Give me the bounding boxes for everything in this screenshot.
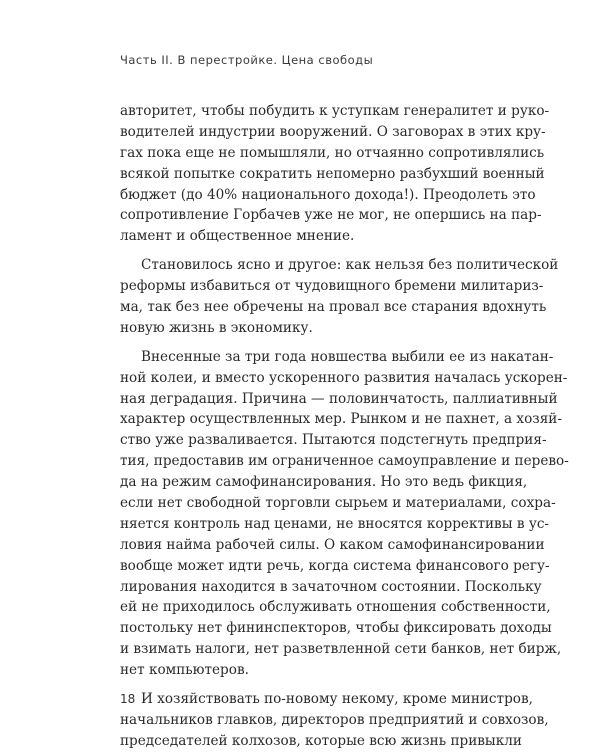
text-line: бюджет (до 40% национального дохода!). Преодолеть это [120,186,536,203]
text-line: И хозяйствовать по-новому некому, кроме министров, [141,691,533,708]
text-line: ной колеи, и вместо ускоренного развития началась ускорен- [120,369,568,386]
page-number: 18 [120,692,136,706]
paragraph [120,101,550,247]
text-line: вообще может идти речь, когда система финансового регу- [120,557,550,574]
text-line: ловия найма рабочей силы. О каком самофинансировании [120,536,545,553]
text-line: Внесенные за три года новшества выбили ее из накатан- [141,348,554,365]
text-line: постольку нет фининспекторов, чтобы фиксировать доходы [120,620,552,637]
paragraph [120,689,549,752]
paragraph-gap [120,681,492,689]
text-line: ей не приходилось обслуживать отношения собственности, [120,599,551,616]
paragraph [120,255,559,339]
text-line: Становилось ясно и другое: как нельзя без политической [141,257,559,274]
paragraph [120,347,569,681]
text-line: ная деградация. Причина — половинчатость, паллиативный [120,390,558,407]
text-line: и взимать налоги, нет разветвленной сети банков, нет бирж, [120,641,562,658]
text-line: да на режим самофинансирования. Но это ведь фикция, [120,474,528,491]
text-line: если нет свободной торговли сырьем и материалами, сохра- [120,495,556,512]
text-line: характер осуществленных мер. Рынком и не пахнет, а хозяй- [120,411,562,428]
text-line: ма, так без нее обречены на провал все старания вдохнуть [120,299,547,316]
text-line: водителей индустрии вооружений. О заговорах в этих кру- [120,123,546,140]
paragraph-gap [120,339,492,347]
text-line: авторитет, чтобы побудить к уступкам генералитет и руко- [120,103,550,119]
text-line: лирования находится в зачаточном состоянии. Поскольку [120,578,542,595]
text-line: реформы избавиться от чудовищного бремени милитариз- [120,278,544,295]
text-line: всякой попытке сократить непомерно разбухший военный [120,165,545,182]
text-line: новую жизнь в экономику. [120,319,313,336]
text-line: председателей колхозов, которые всю жизнь привыкли [120,732,522,749]
text-line: сопротивление Горбачев уже не мог, не опершись на пар- [120,207,542,224]
text-line: нет компьютеров. [120,662,249,679]
paragraph-gap [120,247,492,255]
text-line: ство уже разваливается. Пытаются подстегнуть предприя- [120,432,547,449]
text-line: ламент и общественное мнение. [120,228,355,245]
text-line: няется контроль над ценами, не вносятся коррективы в ус- [120,515,550,532]
body-text [120,101,569,752]
text-line: гах пока еще не помышляли, но отчаянно сопротивлялись [120,144,545,161]
text-line: начальников главков, директоров предприятий и совхозов, [120,711,549,728]
running-header: Часть II. В перестройке. Цена свободы [120,53,374,67]
text-line: тия, предоставив им ограниченное самоуправление и перево- [120,453,569,470]
